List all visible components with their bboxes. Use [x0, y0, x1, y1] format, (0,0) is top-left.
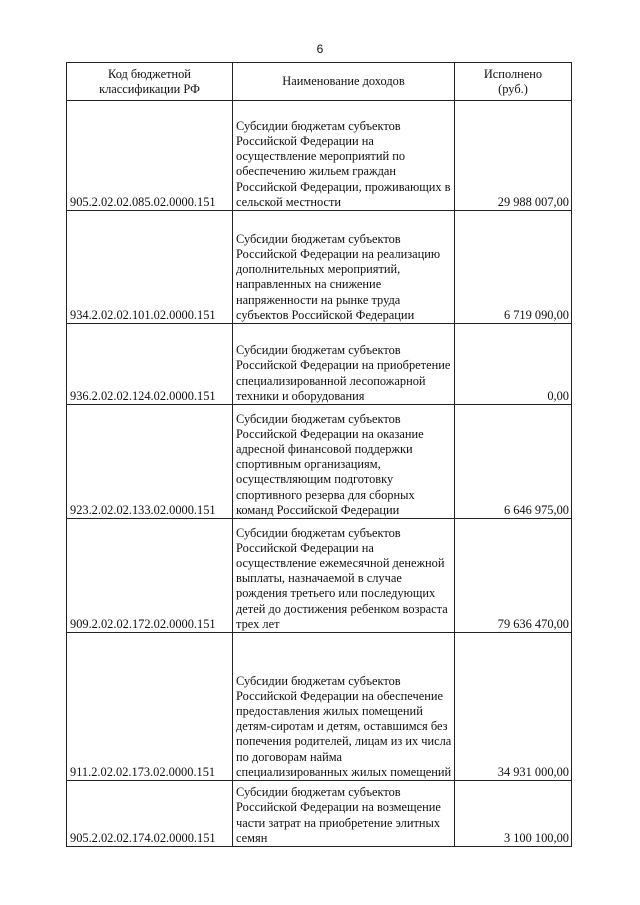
revenue-name-cell: Субсидии бюджетам субъектов Российской Федерации на оказание адресной финансовой поддержки спортивным организациям, осуществляющим подготовку спортивного резерва для сборных команд Российской Федерации: [233, 405, 455, 519]
page-number: 6: [316, 42, 324, 56]
revenue-name-cell: Субсидии бюджетам субъектов Российской Федерации на обеспечение предоставления жилых помещений детям-сиротам и детям, оставшимся без попечения родителей, лицам из их числа по договорам найма специализированных жилых помещений: [233, 633, 455, 781]
amount-cell: 29 988 007,00: [455, 101, 572, 211]
revenue-name-cell: Субсидии бюджетам субъектов Российской Федерации на реализацию дополнительных мероприятий, направленных на снижение напряженности на рынке труда субъектов Российской Федерации: [233, 211, 455, 324]
revenue-name-cell: Субсидии бюджетам субъектов Российской Федерации на осуществление мероприятий по обеспечению жильем граждан Российской Федерации, проживающих в сельской местности: [233, 101, 455, 211]
table-row: [67, 101, 572, 211]
amount-cell: 6 646 975,00: [455, 405, 572, 519]
table-row: [67, 781, 572, 847]
table-header-row: [67, 63, 572, 101]
revenue-name-cell: Субсидии бюджетам субъектов Российской Федерации на возмещение части затрат на приобретение элитных семян: [233, 781, 455, 847]
revenue-name-cell: Субсидии бюджетам субъектов Российской Федерации на приобретение специализированной лесопожарной техники и оборудования: [233, 324, 455, 405]
header-code: Код бюджетной классификации РФ: [67, 63, 233, 101]
budget-code-cell: 934.2.02.02.101.02.0000.151: [67, 211, 233, 324]
table-row: [67, 519, 572, 633]
amount-cell: 3 100 100,00: [455, 781, 572, 847]
budget-code-cell: 936.2.02.02.124.02.0000.151: [67, 324, 233, 405]
revenue-name-cell: Субсидии бюджетам субъектов Российской Федерации на осуществление ежемесячной денежной выплаты, назначаемой в случае рождения третьего или последующих детей до достижения ребенком возраста трех лет: [233, 519, 455, 633]
budget-code-cell: 911.2.02.02.173.02.0000.151: [67, 633, 233, 781]
amount-cell: 6 719 090,00: [455, 211, 572, 324]
revenue-table: [66, 62, 572, 847]
budget-code-cell: 905.2.02.02.085.02.0000.151: [67, 101, 233, 211]
amount-cell: 0,00: [455, 324, 572, 405]
table-row: [67, 324, 572, 405]
header-name: Наименование доходов: [233, 63, 455, 101]
header-amount: Исполнено (руб.): [455, 63, 572, 101]
table-row: [67, 211, 572, 324]
budget-code-cell: 909.2.02.02.172.02.0000.151: [67, 519, 233, 633]
amount-cell: 34 931 000,00: [455, 633, 572, 781]
table-row: [67, 633, 572, 781]
budget-code-cell: 905.2.02.02.174.02.0000.151: [67, 781, 233, 847]
amount-cell: 79 636 470,00: [455, 519, 572, 633]
table-row: [67, 405, 572, 519]
budget-code-cell: 923.2.02.02.133.02.0000.151: [67, 405, 233, 519]
